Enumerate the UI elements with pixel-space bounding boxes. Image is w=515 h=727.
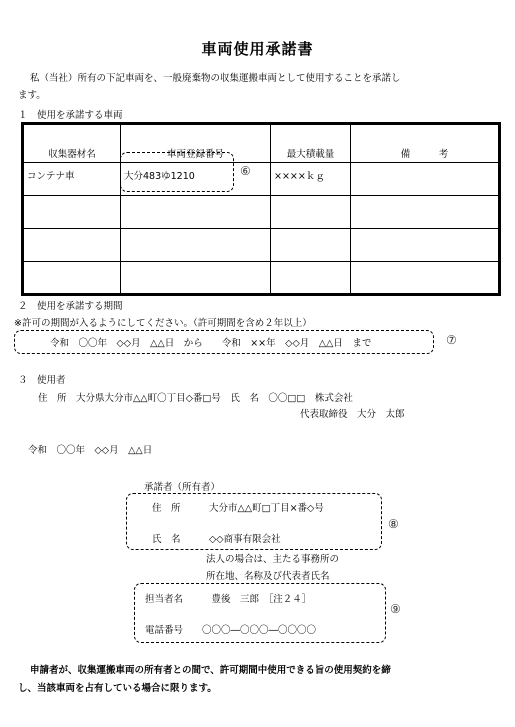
vehicle-table <box>21 122 501 296</box>
approver-name: 氏 名 ◇◇商事有限会社 <box>152 534 281 545</box>
table-row <box>23 163 500 196</box>
page-title: 車両使用承諾書 <box>201 40 314 58</box>
contact-person: 担当者名 豊後 三郎 ［注２４］ <box>145 594 312 605</box>
table-cell <box>351 163 500 196</box>
column-header-registration: 車両登録番号 <box>121 124 271 163</box>
footer-note-line-1: 申請者が、収集運搬車両の所有者との間で、許可期間中使用できる旨の使用契約を締 <box>30 665 391 676</box>
corporate-note-line-2: 所在地、名称及び代表者氏名 <box>206 571 330 582</box>
period-text: 令和 〇〇年 ◇◇月 △△日 から 令和 ××年 ◇◇月 △△日 まで <box>50 338 372 349</box>
section-1-heading: １ 使用を承諾する車両 <box>18 110 123 121</box>
intro-line-2: ます。 <box>18 90 46 101</box>
approver-address: 住 所 大分市△△町□丁目×番◇号 <box>152 503 324 514</box>
table-cell <box>121 262 271 295</box>
contact-phone: 電話番号 〇〇〇―〇〇〇―〇〇〇〇 <box>145 625 317 636</box>
table-cell: コンテナ車 <box>23 163 121 196</box>
section-3-heading: ３ 使用者 <box>18 375 66 386</box>
table-cell <box>121 229 271 262</box>
column-header-remarks: 備 考 <box>351 124 500 163</box>
table-header-row <box>23 124 500 163</box>
document-date: 令和 〇〇年 ◇◇月 △△日 <box>28 445 153 456</box>
table-cell <box>121 196 271 229</box>
table-cell <box>271 196 351 229</box>
period-note: ※許可の期間が入るようにしてください。（許可期間を含め２年以上） <box>14 318 312 329</box>
table-cell <box>271 229 351 262</box>
approver-label: 承諾者（所有者） <box>144 482 221 493</box>
table-cell: ××××ｋｇ <box>271 163 351 196</box>
table-cell <box>23 196 121 229</box>
registration-highlight-box <box>120 152 234 192</box>
table-cell <box>351 262 500 295</box>
column-header-max-load: 最大積載量 <box>271 124 351 163</box>
user-address-line: 住 所 大分県大分市△△町〇丁目◇番□号 氏 名 〇〇□□ 株式会社 <box>38 393 353 404</box>
marker-8: ⑧ <box>388 517 399 531</box>
table-cell <box>351 196 500 229</box>
section-2-heading: ２ 使用を承諾する期間 <box>18 301 123 312</box>
table-row <box>23 229 500 262</box>
column-header-equipment: 収集器材名 <box>23 124 121 163</box>
marker-9: ⑨ <box>390 602 401 616</box>
table-row <box>23 196 500 229</box>
table-cell <box>23 229 121 262</box>
table-cell <box>351 229 500 262</box>
table-row <box>23 262 500 295</box>
footer-note-line-2: し、当該車両を占有している場合に限ります。 <box>18 683 217 694</box>
user-representative: 代表取締役 大分 太郎 <box>300 409 405 420</box>
table-cell <box>23 262 121 295</box>
table-cell <box>271 262 351 295</box>
marker-7: ⑦ <box>446 333 457 347</box>
marker-6: ⑥ <box>240 164 251 178</box>
intro-line-1: 私（当社）所有の下記車両を、一般廃棄物の収集運搬車両として使用することを承諾し <box>30 73 401 84</box>
table-cell: 大分483ゆ1210 <box>121 163 271 196</box>
corporate-note-line-1: 法人の場合は、主たる事務所の <box>206 554 340 565</box>
